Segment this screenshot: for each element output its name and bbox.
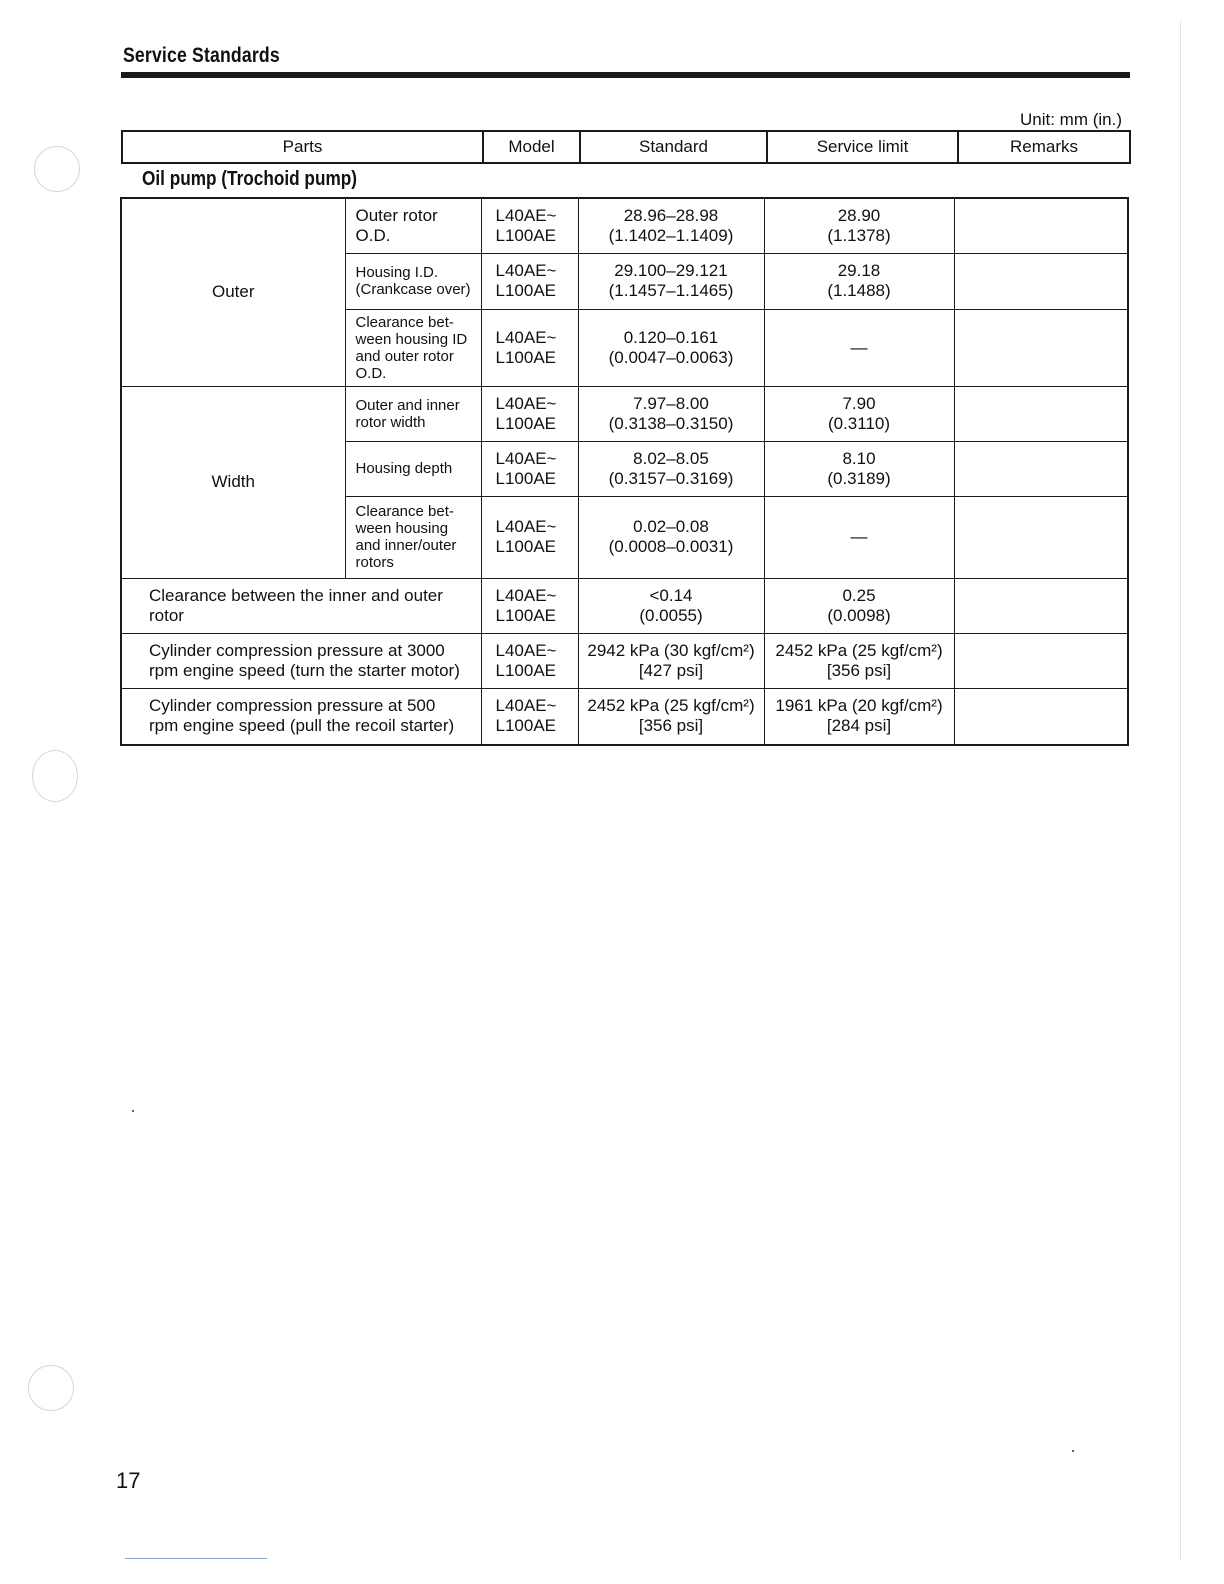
model-cell	[481, 496, 578, 578]
cell-line: L100AE	[495, 347, 556, 367]
cell-line: and outer rotor	[355, 347, 454, 365]
standard-cell	[578, 198, 764, 253]
table-row	[121, 578, 1128, 633]
cell-line: rotors	[355, 554, 394, 571]
model-cell	[481, 309, 578, 386]
remarks-cell	[954, 386, 1128, 441]
cell-line: 28.96–28.98	[623, 205, 719, 225]
cell-line: Clearance between the inner and outer	[149, 585, 443, 605]
cell-line: rpm engine speed (turn the starter motor)	[149, 660, 460, 680]
model-cell	[481, 253, 578, 309]
cell-line: L40AE~	[495, 261, 557, 280]
cell-line: 1961 kPa (20 kgf/cm²)	[775, 696, 943, 716]
cell-line: L40AE~	[495, 585, 557, 605]
table-row	[121, 386, 1128, 441]
table-row	[121, 633, 1128, 688]
cell-line: L40AE~	[495, 696, 557, 716]
model-cell	[481, 633, 578, 688]
punch-hole-bottom	[28, 1365, 74, 1411]
cell-line: rotor width	[355, 413, 426, 431]
column-header-parts: Parts	[122, 131, 483, 163]
service-limit-cell	[764, 688, 954, 745]
standard-cell	[578, 386, 764, 441]
cell-line: <0.14	[649, 585, 693, 605]
column-header-service-limit: Service limit	[767, 131, 958, 163]
group-label-width: Width	[121, 386, 345, 578]
remarks-cell	[954, 688, 1128, 745]
cell-line: Clearance bet-	[355, 503, 454, 520]
part-cell	[121, 688, 481, 745]
cell-line: O.D.	[355, 364, 387, 382]
cell-line: (Crankcase over)	[355, 281, 471, 298]
remarks-cell	[954, 198, 1128, 253]
table-row	[121, 198, 1128, 253]
cell-line: 29.18	[837, 261, 881, 280]
cell-line: Outer and inner	[355, 396, 460, 414]
standard-cell	[578, 688, 764, 745]
model-cell	[481, 441, 578, 496]
service-limit-cell	[764, 253, 954, 309]
cell-line: rotor	[149, 605, 184, 625]
remarks-cell	[954, 578, 1128, 633]
cell-line: (0.0008–0.0031)	[608, 537, 734, 556]
cell-line: Clearance bet-	[355, 313, 454, 331]
cell-line: Cylinder compression pressure at 3000	[149, 640, 445, 660]
cell-line: (0.0055)	[639, 605, 703, 625]
cell-line: —	[850, 337, 868, 357]
scan-edge-line	[1180, 20, 1181, 1560]
service-limit-cell	[764, 633, 954, 688]
remarks-cell	[954, 633, 1128, 688]
cell-line: Outer rotor	[355, 205, 438, 225]
scan-dot	[1072, 1450, 1074, 1452]
remarks-cell	[954, 441, 1128, 496]
cell-line: [284 psi]	[826, 716, 892, 736]
cell-line: 0.25	[842, 585, 876, 605]
scan-dot	[132, 1110, 134, 1112]
model-cell	[481, 198, 578, 253]
part-cell	[345, 253, 481, 309]
cell-line: 29.100–29.121	[614, 261, 728, 280]
remarks-cell	[954, 309, 1128, 386]
cell-line: L40AE~	[495, 517, 557, 536]
cell-line: L100AE	[495, 413, 556, 433]
cell-line: 2452 kPa (25 kgf/cm²)	[775, 640, 943, 660]
column-header-standard: Standard	[580, 131, 767, 163]
cell-line: 0.02–0.08	[633, 517, 709, 536]
part-cell	[121, 578, 481, 633]
header-rule	[121, 72, 1130, 78]
part-cell	[345, 441, 481, 496]
page-number: 17	[116, 1468, 141, 1493]
cell-line: L100AE	[495, 281, 556, 300]
cell-line: L100AE	[495, 225, 556, 245]
cell-line: L100AE	[495, 660, 556, 680]
cell-line: [356 psi]	[826, 660, 892, 680]
cell-line: 8.10	[842, 448, 876, 468]
cell-line: rpm engine speed (pull the recoil starter)	[149, 716, 455, 736]
remarks-cell	[954, 253, 1128, 309]
cell-line: 7.97–8.00	[633, 393, 709, 413]
column-header-remarks: Remarks	[958, 131, 1130, 163]
table-row	[121, 688, 1128, 745]
cell-line: 28.90	[837, 205, 881, 225]
standard-cell	[578, 309, 764, 386]
cell-line: 0.120–0.161	[623, 327, 719, 347]
cell-line: L40AE~	[495, 393, 557, 413]
cell-line: (1.1402–1.1409)	[608, 225, 734, 245]
cell-line: Cylinder compression pressure at 500	[149, 696, 436, 716]
cell-line: (0.3157–0.3169)	[608, 468, 734, 488]
cell-line: (0.3189)	[827, 468, 891, 488]
cell-line: —	[850, 527, 868, 546]
standard-cell	[578, 633, 764, 688]
cell-line: L100AE	[495, 716, 556, 736]
cell-line: [356 psi]	[638, 716, 704, 736]
remarks-cell	[954, 496, 1128, 578]
column-header-table	[121, 130, 1131, 164]
cell-line: L100AE	[495, 468, 556, 488]
service-limit-cell	[764, 441, 954, 496]
cell-line: (1.1378)	[827, 225, 891, 245]
service-limit-cell	[764, 198, 954, 253]
cell-line: (0.3138–0.3150)	[608, 413, 734, 433]
cell-line: and inner/outer	[355, 537, 457, 554]
cell-line: (0.0098)	[827, 605, 891, 625]
cell-line: Housing I.D.	[355, 264, 439, 281]
cell-line: 2942 kPa (30 kgf/cm²)	[587, 640, 755, 660]
service-limit-cell	[764, 496, 954, 578]
cell-line: Housing depth	[355, 460, 453, 477]
punch-hole-middle	[32, 750, 78, 802]
scan-bottom-mark	[125, 1558, 267, 1559]
service-limit-cell	[764, 578, 954, 633]
standard-cell	[578, 253, 764, 309]
cell-line: 2452 kPa (25 kgf/cm²)	[587, 696, 755, 716]
model-cell	[481, 688, 578, 745]
cell-line: L40AE~	[495, 205, 557, 225]
model-cell	[481, 578, 578, 633]
standard-cell	[578, 496, 764, 578]
cell-line: L40AE~	[495, 327, 557, 347]
standard-cell	[578, 441, 764, 496]
part-cell	[121, 633, 481, 688]
cell-line: L100AE	[495, 537, 556, 556]
cell-line: (0.0047–0.0063)	[608, 347, 734, 367]
column-header-model: Model	[483, 131, 580, 163]
cell-line: O.D.	[355, 225, 391, 245]
part-cell	[345, 496, 481, 578]
cell-line: [427 psi]	[638, 660, 704, 680]
oil-pump-table	[120, 197, 1129, 746]
punch-hole-top	[34, 146, 80, 192]
section-title: Oil pump (Trochoid pump)	[142, 168, 357, 190]
part-cell	[345, 309, 481, 386]
part-cell	[345, 198, 481, 253]
cell-line: (1.1488)	[827, 281, 891, 300]
model-cell	[481, 386, 578, 441]
cell-line: L40AE~	[495, 640, 557, 660]
group-label-outer: Outer	[121, 198, 345, 386]
page-title: Service Standards	[123, 44, 280, 67]
cell-line: L100AE	[495, 605, 556, 625]
service-limit-cell	[764, 386, 954, 441]
unit-label: Unit: mm (in.)	[1020, 110, 1122, 129]
service-limit-cell	[764, 309, 954, 386]
cell-line: ween housing ID	[355, 330, 468, 348]
cell-line: (0.3110)	[827, 413, 891, 433]
cell-line: L40AE~	[495, 448, 557, 468]
cell-line: ween housing	[355, 520, 449, 537]
cell-line: 8.02–8.05	[633, 448, 709, 468]
part-cell	[345, 386, 481, 441]
standard-cell	[578, 578, 764, 633]
cell-line: (1.1457–1.1465)	[608, 281, 734, 300]
cell-line: 7.90	[842, 393, 876, 413]
